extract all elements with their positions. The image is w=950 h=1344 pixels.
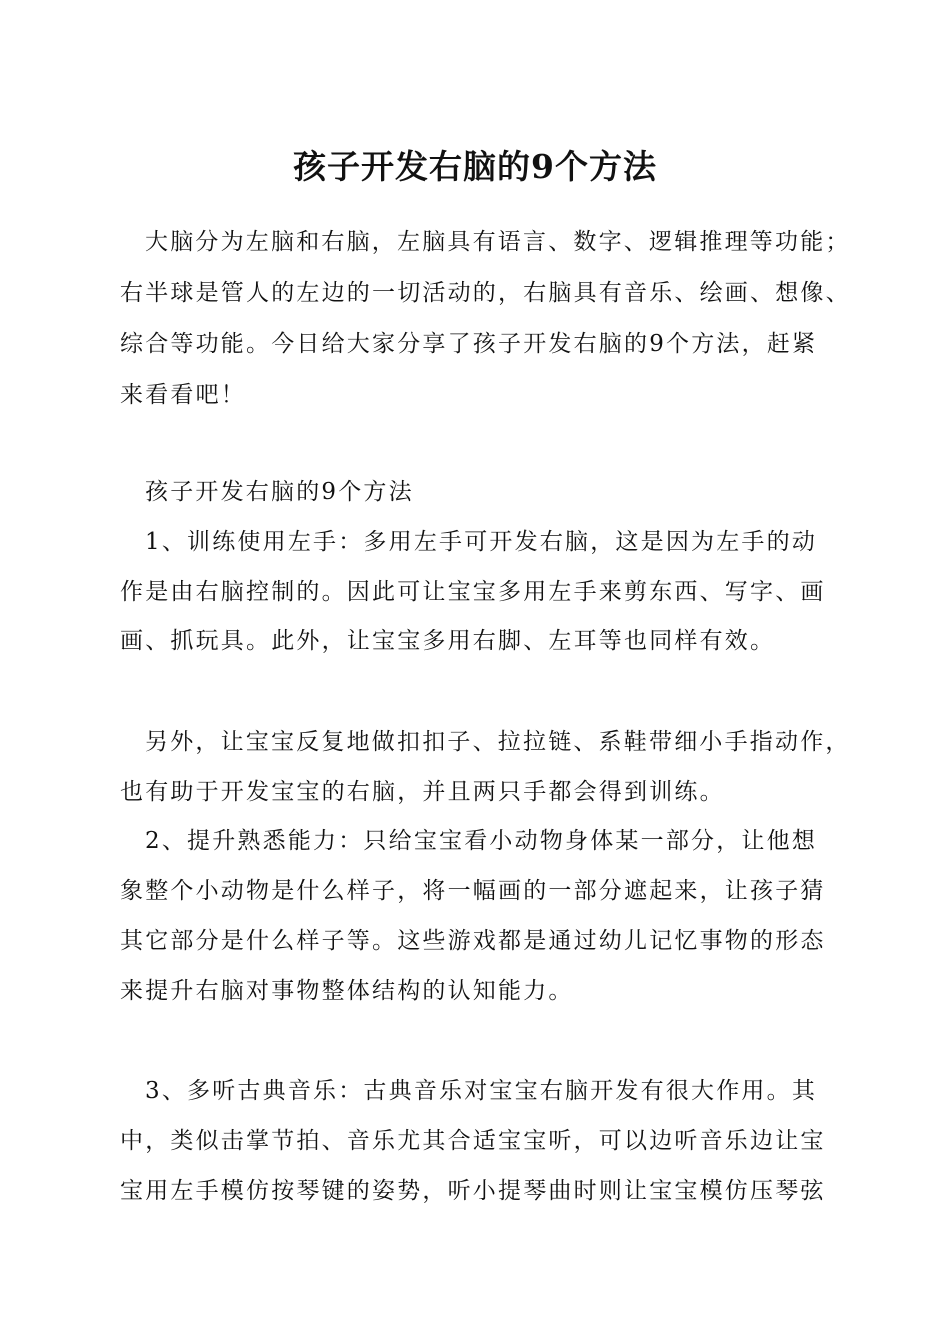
- paragraph-line: 综合等功能。今日给大家分享了孩子开发右脑的9个方法，赶紧: [120, 331, 818, 357]
- paragraph-line: 象整个小动物是什么样子，将一幅画的一部分遮起来，让孩子猜: [120, 878, 826, 904]
- paragraph-line: 其它部分是什么样子等。这些游戏都是通过幼儿记忆事物的形态: [120, 928, 826, 954]
- paragraph-line: 2、提升熟悉能力：只给宝宝看小动物身体某一部分，让他想: [145, 828, 818, 854]
- paragraph-line: 1、训练使用左手：多用左手可开发右脑，这是因为左手的动: [145, 529, 818, 555]
- paragraph-line: 中，类似击掌节拍、音乐尤其合适宝宝听，可以边听音乐边让宝: [120, 1128, 826, 1154]
- paragraph-line: 宝用左手模仿按琴键的姿势，听小提琴曲时则让宝宝模仿压琴弦: [120, 1178, 826, 1204]
- section-heading: 孩子开发右脑的9个方法: [145, 479, 414, 505]
- paragraph-line: 另外，让宝宝反复地做扣扣子、拉拉链、系鞋带细小手指动作，: [145, 729, 851, 755]
- paragraph-line: 作是由右脑控制的。因此可让宝宝多用左手来剪东西、写字、画: [120, 579, 826, 605]
- paragraph-line: 来提升右脑对事物整体结构的认知能力。: [120, 978, 574, 1004]
- paragraph-line: 也有助于开发宝宝的右脑，并且两只手都会得到训练。: [120, 779, 725, 805]
- paragraph-line: 画、抓玩具。此外，让宝宝多用右脚、左耳等也同样有效。: [120, 628, 776, 654]
- page-title: 孩子开发右脑的9个方法: [293, 147, 657, 186]
- paragraph-line: 右半球是管人的左边的一切活动的，右脑具有音乐、绘画、想像、: [120, 280, 851, 306]
- paragraph-line: 来看看吧！: [120, 382, 246, 408]
- paragraph-line: 3、多听古典音乐：古典音乐对宝宝右脑开发有很大作用。其: [145, 1078, 818, 1104]
- paragraph-line: 大脑分为左脑和右脑，左脑具有语言、数字、逻辑推理等功能；: [145, 229, 851, 255]
